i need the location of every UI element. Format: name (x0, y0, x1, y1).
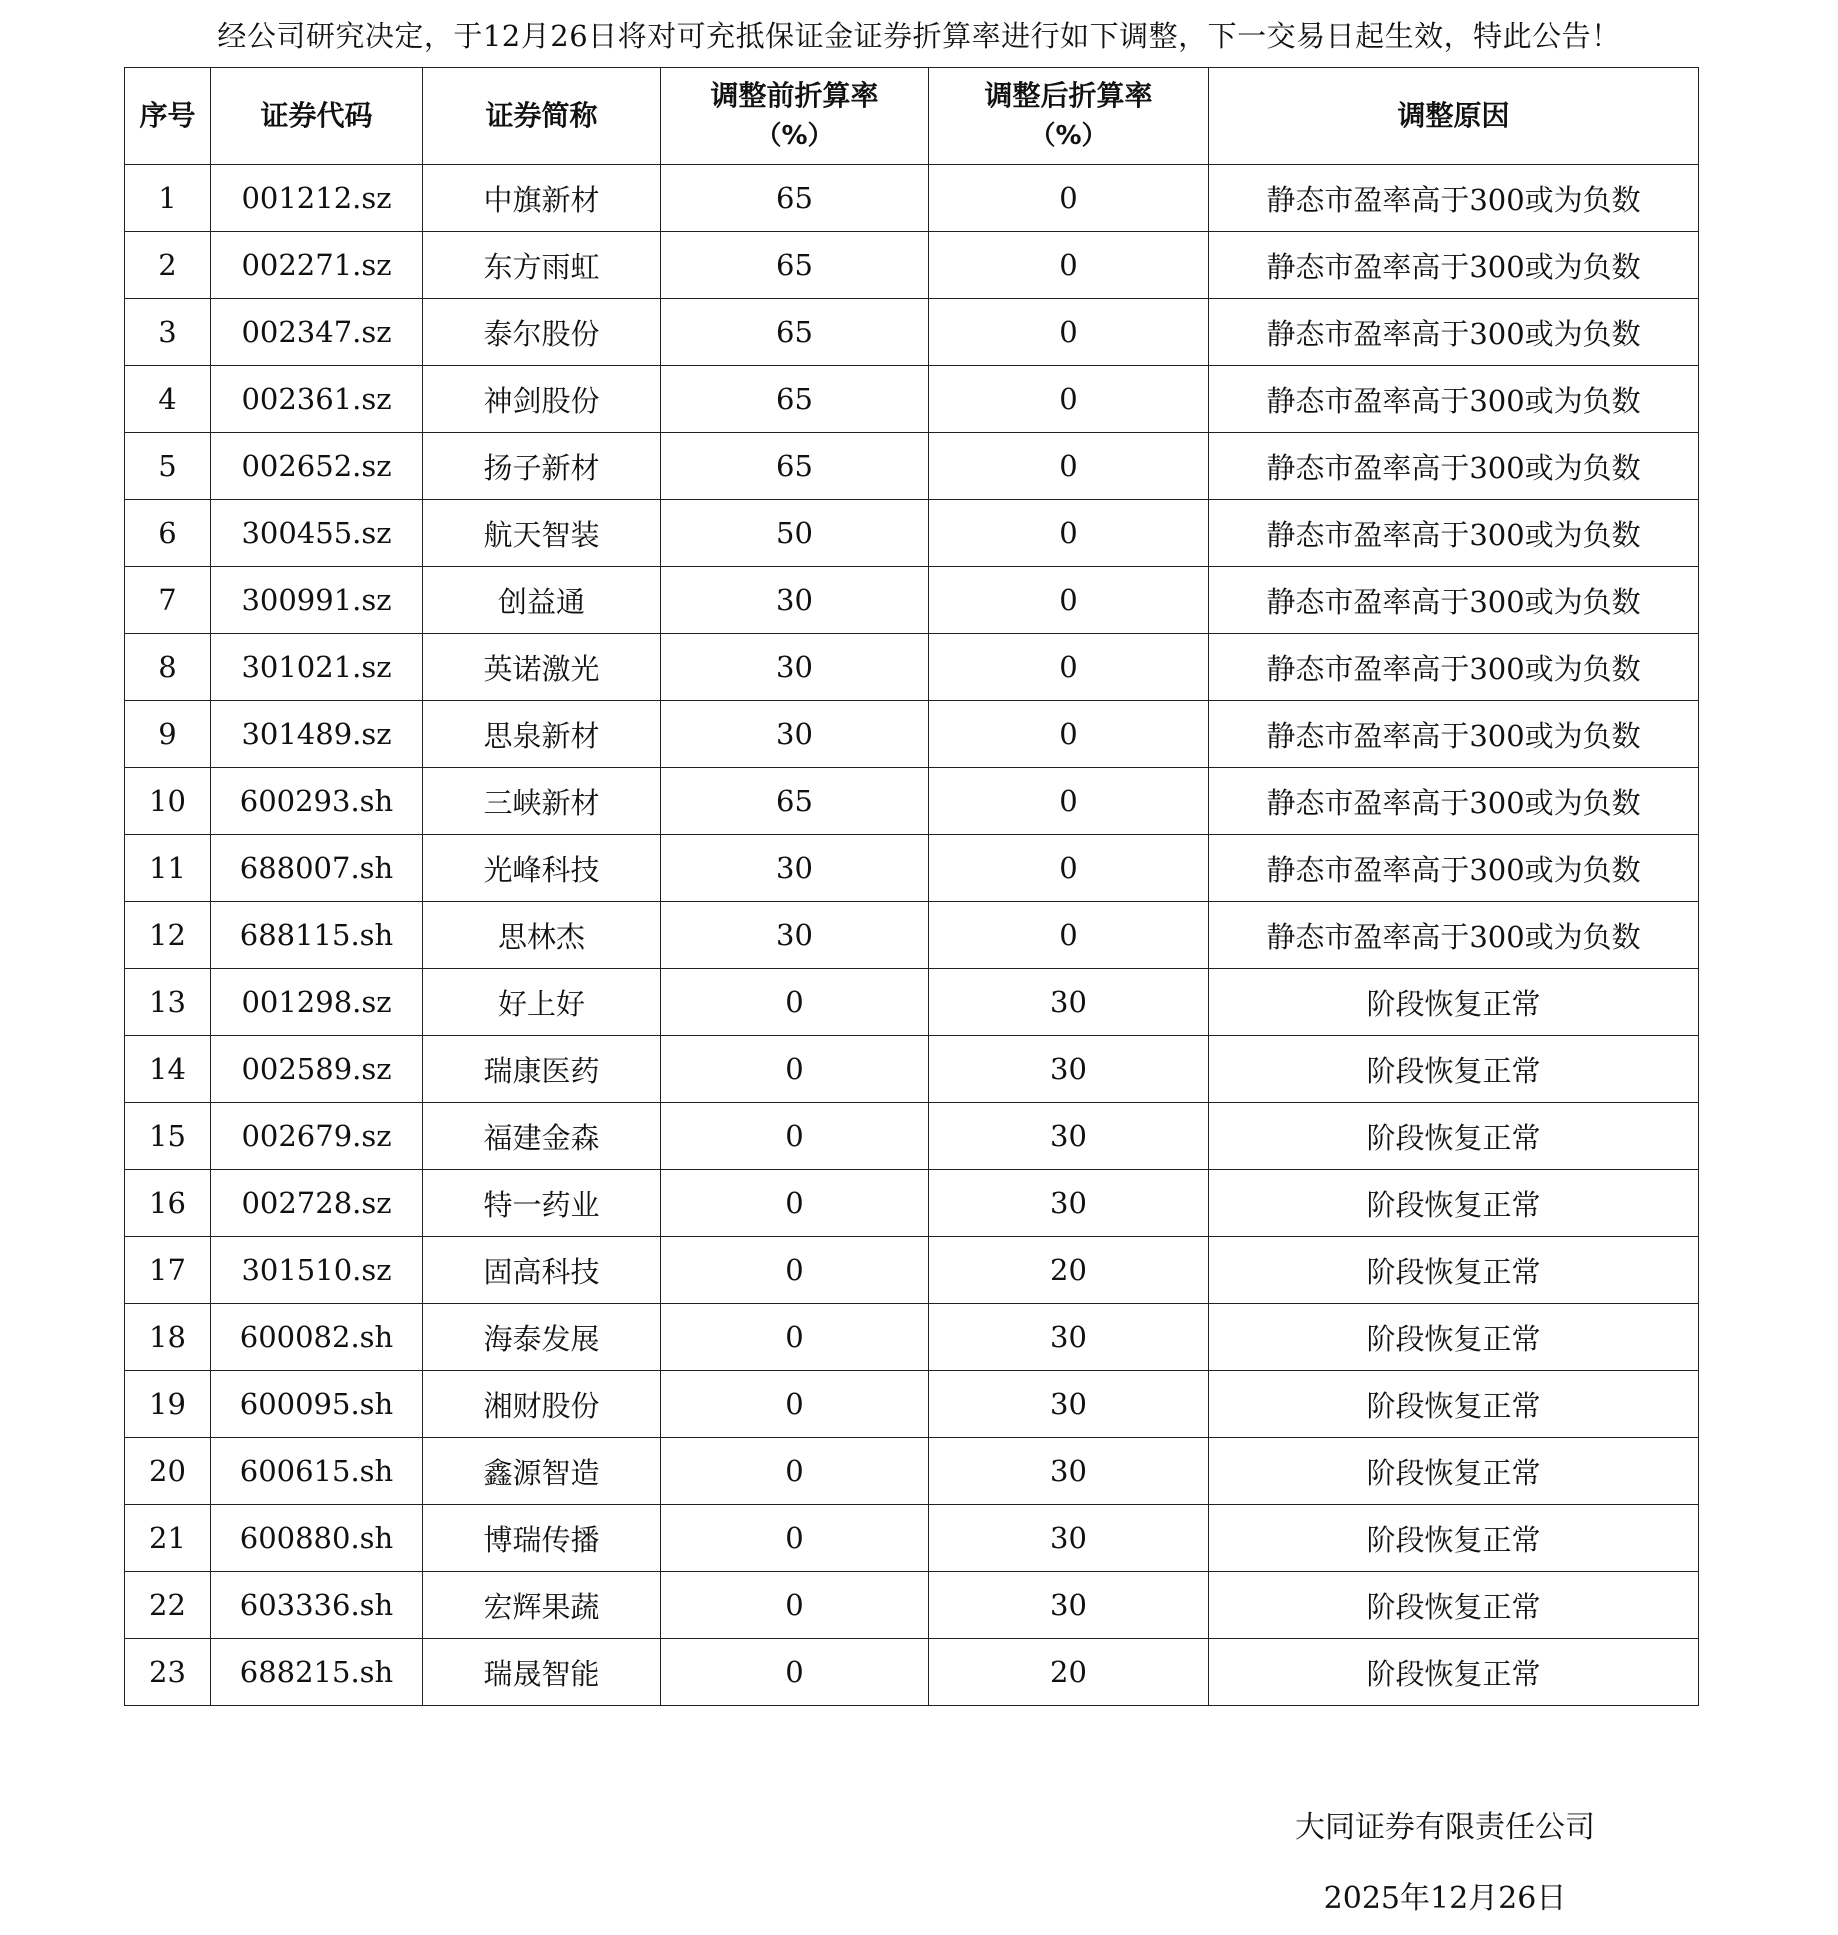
header-before-label: 调整前折算率 (710, 79, 879, 112)
notice-intro: 经公司研究决定，于12月26日将对可充抵保证金证券折算率进行如下调整，下一交易日起生效，特此公告！ (217, 19, 1621, 53)
cell-name: 好上好 (423, 969, 661, 1036)
adjustment-table (124, 67, 1699, 1706)
cell-before-rate: 65 (661, 299, 929, 366)
cell-before-rate: 0 (661, 1170, 929, 1237)
table-row (125, 1103, 1699, 1170)
cell-reason: 静态市盈率高于300或为负数 (1209, 567, 1699, 634)
cell-name: 博瑞传播 (423, 1505, 661, 1572)
table-row (125, 1237, 1699, 1304)
cell-name: 固高科技 (423, 1237, 661, 1304)
cell-code: 002589.sz (211, 1036, 423, 1103)
table-row (125, 1170, 1699, 1237)
cell-before-rate: 65 (661, 433, 929, 500)
cell-code: 600293.sh (211, 768, 423, 835)
cell-code: 002728.sz (211, 1170, 423, 1237)
signature-date: 2025年12月26日 (1323, 1881, 1567, 1916)
cell-no: 15 (125, 1103, 211, 1170)
cell-no: 18 (125, 1304, 211, 1371)
cell-before-rate: 65 (661, 768, 929, 835)
cell-reason: 静态市盈率高于300或为负数 (1209, 768, 1699, 835)
cell-code: 600082.sh (211, 1304, 423, 1371)
cell-after-rate: 0 (929, 768, 1209, 835)
cell-reason: 阶段恢复正常 (1209, 1371, 1699, 1438)
cell-reason: 静态市盈率高于300或为负数 (1209, 165, 1699, 232)
cell-before-rate: 0 (661, 1237, 929, 1304)
table-row (125, 299, 1699, 366)
cell-before-rate: 65 (661, 366, 929, 433)
cell-reason: 阶段恢复正常 (1209, 1237, 1699, 1304)
cell-name: 三峡新材 (423, 768, 661, 835)
cell-reason: 静态市盈率高于300或为负数 (1209, 835, 1699, 902)
cell-no: 3 (125, 299, 211, 366)
header-no: 序号 (125, 68, 211, 165)
cell-before-rate: 0 (661, 1304, 929, 1371)
cell-before-rate: 0 (661, 969, 929, 1036)
cell-code: 002271.sz (211, 232, 423, 299)
cell-after-rate: 30 (929, 1304, 1209, 1371)
cell-before-rate: 30 (661, 701, 929, 768)
cell-name: 英诺激光 (423, 634, 661, 701)
cell-before-rate: 0 (661, 1438, 929, 1505)
cell-after-rate: 30 (929, 1103, 1209, 1170)
table-row (125, 1438, 1699, 1505)
cell-no: 6 (125, 500, 211, 567)
cell-name: 创益通 (423, 567, 661, 634)
cell-before-rate: 0 (661, 1103, 929, 1170)
cell-after-rate: 30 (929, 1036, 1209, 1103)
cell-code: 600880.sh (211, 1505, 423, 1572)
cell-code: 001212.sz (211, 165, 423, 232)
header-after-unit: （%） (1029, 121, 1108, 151)
cell-reason: 阶段恢复正常 (1209, 969, 1699, 1036)
table-row (125, 902, 1699, 969)
cell-code: 300991.sz (211, 567, 423, 634)
cell-code: 001298.sz (211, 969, 423, 1036)
header-before-unit: （%） (755, 121, 834, 151)
signature-company: 大同证券有限责任公司 (1295, 1810, 1595, 1845)
cell-after-rate: 0 (929, 701, 1209, 768)
cell-code: 688215.sh (211, 1639, 423, 1706)
cell-name: 湘财股份 (423, 1371, 661, 1438)
cell-reason: 阶段恢复正常 (1209, 1304, 1699, 1371)
cell-before-rate: 0 (661, 1371, 929, 1438)
cell-reason: 静态市盈率高于300或为负数 (1209, 634, 1699, 701)
table-row (125, 768, 1699, 835)
table-row (125, 969, 1699, 1036)
cell-after-rate: 30 (929, 1170, 1209, 1237)
cell-after-rate: 30 (929, 1371, 1209, 1438)
table-row (125, 835, 1699, 902)
cell-after-rate: 0 (929, 433, 1209, 500)
cell-name: 海泰发展 (423, 1304, 661, 1371)
table-row (125, 1036, 1699, 1103)
cell-after-rate: 0 (929, 634, 1209, 701)
cell-name: 思林杰 (423, 902, 661, 969)
cell-after-rate: 30 (929, 1505, 1209, 1572)
table-row (125, 701, 1699, 768)
cell-reason: 阶段恢复正常 (1209, 1639, 1699, 1706)
cell-reason: 静态市盈率高于300或为负数 (1209, 232, 1699, 299)
cell-no: 10 (125, 768, 211, 835)
cell-reason: 阶段恢复正常 (1209, 1103, 1699, 1170)
cell-name: 扬子新材 (423, 433, 661, 500)
cell-reason: 静态市盈率高于300或为负数 (1209, 366, 1699, 433)
cell-no: 20 (125, 1438, 211, 1505)
cell-no: 21 (125, 1505, 211, 1572)
cell-before-rate: 30 (661, 567, 929, 634)
table-row (125, 567, 1699, 634)
table-row (125, 1572, 1699, 1639)
cell-after-rate: 0 (929, 232, 1209, 299)
cell-name: 鑫源智造 (423, 1438, 661, 1505)
cell-code: 603336.sh (211, 1572, 423, 1639)
cell-reason: 阶段恢复正常 (1209, 1572, 1699, 1639)
cell-name: 宏辉果蔬 (423, 1572, 661, 1639)
header-code: 证券代码 (211, 68, 423, 165)
cell-after-rate: 30 (929, 1438, 1209, 1505)
cell-before-rate: 0 (661, 1639, 929, 1706)
cell-no: 23 (125, 1639, 211, 1706)
table-body (125, 165, 1699, 1706)
cell-reason: 静态市盈率高于300或为负数 (1209, 299, 1699, 366)
cell-after-rate: 0 (929, 366, 1209, 433)
table-row (125, 634, 1699, 701)
header-reason: 调整原因 (1209, 68, 1699, 165)
cell-code: 301510.sz (211, 1237, 423, 1304)
cell-code: 002679.sz (211, 1103, 423, 1170)
cell-reason: 阶段恢复正常 (1209, 1170, 1699, 1237)
cell-no: 5 (125, 433, 211, 500)
cell-code: 600615.sh (211, 1438, 423, 1505)
cell-no: 8 (125, 634, 211, 701)
cell-name: 中旗新材 (423, 165, 661, 232)
cell-code: 301021.sz (211, 634, 423, 701)
cell-name: 航天智装 (423, 500, 661, 567)
cell-no: 7 (125, 567, 211, 634)
cell-before-rate: 30 (661, 634, 929, 701)
cell-after-rate: 0 (929, 567, 1209, 634)
cell-name: 福建金森 (423, 1103, 661, 1170)
cell-code: 688007.sh (211, 835, 423, 902)
cell-after-rate: 0 (929, 835, 1209, 902)
cell-after-rate: 30 (929, 969, 1209, 1036)
cell-no: 14 (125, 1036, 211, 1103)
table-row (125, 1304, 1699, 1371)
cell-code: 301489.sz (211, 701, 423, 768)
cell-reason: 阶段恢复正常 (1209, 1505, 1699, 1572)
header-name: 证券简称 (423, 68, 661, 165)
cell-code: 002347.sz (211, 299, 423, 366)
cell-reason: 静态市盈率高于300或为负数 (1209, 433, 1699, 500)
cell-code: 002361.sz (211, 366, 423, 433)
table-row (125, 232, 1699, 299)
cell-code: 688115.sh (211, 902, 423, 969)
cell-no: 12 (125, 902, 211, 969)
cell-name: 神剑股份 (423, 366, 661, 433)
cell-no: 22 (125, 1572, 211, 1639)
cell-after-rate: 20 (929, 1639, 1209, 1706)
cell-reason: 静态市盈率高于300或为负数 (1209, 701, 1699, 768)
cell-reason: 阶段恢复正常 (1209, 1036, 1699, 1103)
cell-name: 光峰科技 (423, 835, 661, 902)
header-after (929, 68, 1209, 165)
cell-no: 2 (125, 232, 211, 299)
table-header-row (125, 68, 1699, 165)
header-before (661, 68, 929, 165)
cell-name: 瑞康医药 (423, 1036, 661, 1103)
table-row (125, 165, 1699, 232)
cell-after-rate: 30 (929, 1572, 1209, 1639)
cell-no: 19 (125, 1371, 211, 1438)
table-row (125, 366, 1699, 433)
cell-no: 4 (125, 366, 211, 433)
cell-before-rate: 30 (661, 835, 929, 902)
cell-no: 17 (125, 1237, 211, 1304)
header-after-label: 调整后折算率 (984, 79, 1153, 112)
cell-code: 600095.sh (211, 1371, 423, 1438)
cell-reason: 静态市盈率高于300或为负数 (1209, 902, 1699, 969)
cell-name: 泰尔股份 (423, 299, 661, 366)
cell-no: 16 (125, 1170, 211, 1237)
cell-before-rate: 65 (661, 232, 929, 299)
cell-no: 9 (125, 701, 211, 768)
cell-before-rate: 30 (661, 902, 929, 969)
cell-no: 11 (125, 835, 211, 902)
cell-name: 瑞晟智能 (423, 1639, 661, 1706)
cell-reason: 阶段恢复正常 (1209, 1438, 1699, 1505)
table-row (125, 1371, 1699, 1438)
cell-before-rate: 65 (661, 165, 929, 232)
cell-code: 002652.sz (211, 433, 423, 500)
table-row (125, 1505, 1699, 1572)
cell-after-rate: 0 (929, 500, 1209, 567)
cell-no: 1 (125, 165, 211, 232)
cell-before-rate: 0 (661, 1572, 929, 1639)
cell-code: 300455.sz (211, 500, 423, 567)
cell-after-rate: 20 (929, 1237, 1209, 1304)
cell-after-rate: 0 (929, 902, 1209, 969)
table-row (125, 433, 1699, 500)
cell-after-rate: 0 (929, 299, 1209, 366)
cell-name: 东方雨虹 (423, 232, 661, 299)
cell-before-rate: 0 (661, 1036, 929, 1103)
cell-before-rate: 0 (661, 1505, 929, 1572)
cell-after-rate: 0 (929, 165, 1209, 232)
cell-before-rate: 50 (661, 500, 929, 567)
cell-reason: 静态市盈率高于300或为负数 (1209, 500, 1699, 567)
table-row (125, 1639, 1699, 1706)
cell-no: 13 (125, 969, 211, 1036)
table-row (125, 500, 1699, 567)
cell-name: 思泉新材 (423, 701, 661, 768)
cell-name: 特一药业 (423, 1170, 661, 1237)
